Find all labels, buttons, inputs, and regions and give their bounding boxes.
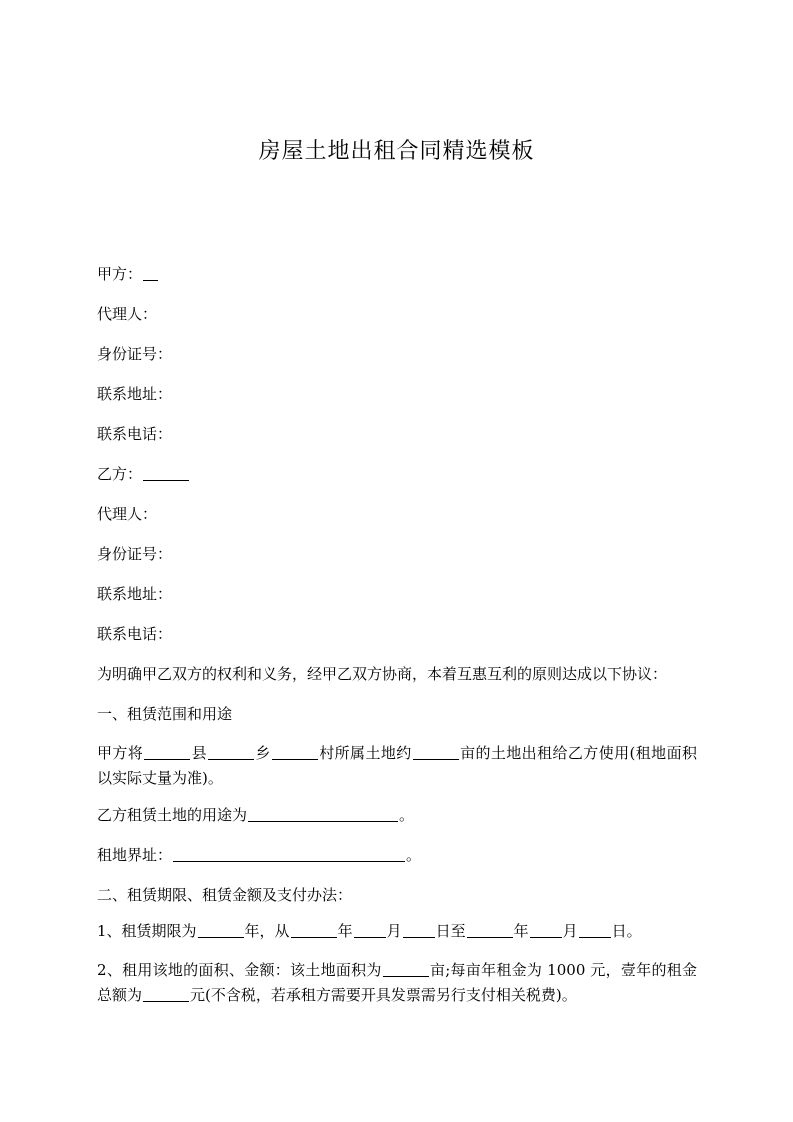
text-segment: 县	[191, 744, 208, 762]
party-a-agent: 代理人：	[97, 305, 158, 323]
end-day-blank[interactable]	[579, 921, 611, 938]
party-a-label: 甲方：	[97, 265, 143, 283]
section1-p3	[97, 843, 697, 867]
party-b-label: 乙方：	[97, 465, 143, 483]
text-segment: 租地界址：	[97, 846, 173, 864]
text-segment: 。	[406, 846, 422, 864]
end-month-blank[interactable]	[530, 921, 562, 938]
party-b-address: 联系地址：	[97, 585, 173, 603]
text-segment: 1、租赁期限为	[97, 922, 197, 940]
document-title: 房屋土地出租合同精选模板	[258, 139, 535, 164]
party-b-id: 身份证号：	[97, 545, 173, 563]
party-a-address: 联系地址：	[97, 385, 173, 403]
text-segment: 元(不含税，若承租方需要开具发票需另行支付相关税费)。	[190, 986, 577, 1004]
county-blank[interactable]	[144, 743, 190, 760]
text-segment: 乡	[255, 744, 271, 762]
village-blank[interactable]	[272, 743, 318, 760]
party-a-phone: 联系电话：	[97, 425, 173, 443]
text-segment: 甲方将	[97, 744, 144, 762]
start-month-blank[interactable]	[354, 921, 386, 938]
township-blank[interactable]	[208, 743, 254, 760]
boundary-blank[interactable]	[173, 845, 405, 862]
start-day-blank[interactable]	[403, 921, 435, 938]
text-segment: 。	[399, 806, 415, 824]
text-segment: 日。	[611, 922, 642, 940]
text-segment: 月	[386, 922, 402, 940]
party-a-line	[97, 262, 697, 286]
party-a-blank[interactable]	[143, 264, 158, 281]
area-blank[interactable]	[413, 743, 459, 760]
text-segment: 村所属土地约	[318, 744, 412, 762]
party-b-agent: 代理人：	[97, 505, 158, 523]
text-segment: 亩的土地出租给乙方使用(租地面积以实际丈量为准)。	[97, 744, 697, 787]
text-segment: 2、租用该地的面积、金额：该土地面积为	[97, 961, 382, 979]
text-segment: 亩;每亩年租金为 1000 元，壹年的租金总额为	[97, 961, 698, 1004]
intro-paragraph: 为明确甲乙双方的权利和义务，经甲乙双方协商，本着互惠互利的原则达成以下协议：	[97, 665, 668, 683]
text-segment: 乙方租赁土地的用途为	[97, 806, 248, 824]
text-segment: 年	[513, 922, 529, 940]
section2-p2	[97, 958, 697, 1008]
text-segment: 年，从	[244, 922, 290, 940]
party-a-id: 身份证号：	[97, 345, 173, 363]
section1-heading: 一、租赁范围和用途	[97, 705, 233, 723]
land-area-blank[interactable]	[383, 960, 429, 977]
party-b-phone: 联系电话：	[97, 625, 173, 643]
term-years-blank[interactable]	[198, 921, 244, 938]
start-year-blank[interactable]	[291, 921, 337, 938]
party-b-line	[97, 462, 697, 486]
text-segment: 年	[337, 922, 353, 940]
text-segment: 日至	[435, 922, 466, 940]
total-rent-blank[interactable]	[143, 985, 189, 1002]
text-segment: 月	[562, 922, 578, 940]
section1-p1	[97, 741, 697, 791]
party-b-blank[interactable]	[143, 464, 189, 481]
section1-p2	[97, 803, 697, 827]
section2-p1	[97, 919, 697, 943]
end-year-blank[interactable]	[467, 921, 513, 938]
usage-blank[interactable]	[248, 805, 398, 822]
section2-heading: 二、租赁期限、租赁金额及支付办法：	[97, 886, 353, 904]
